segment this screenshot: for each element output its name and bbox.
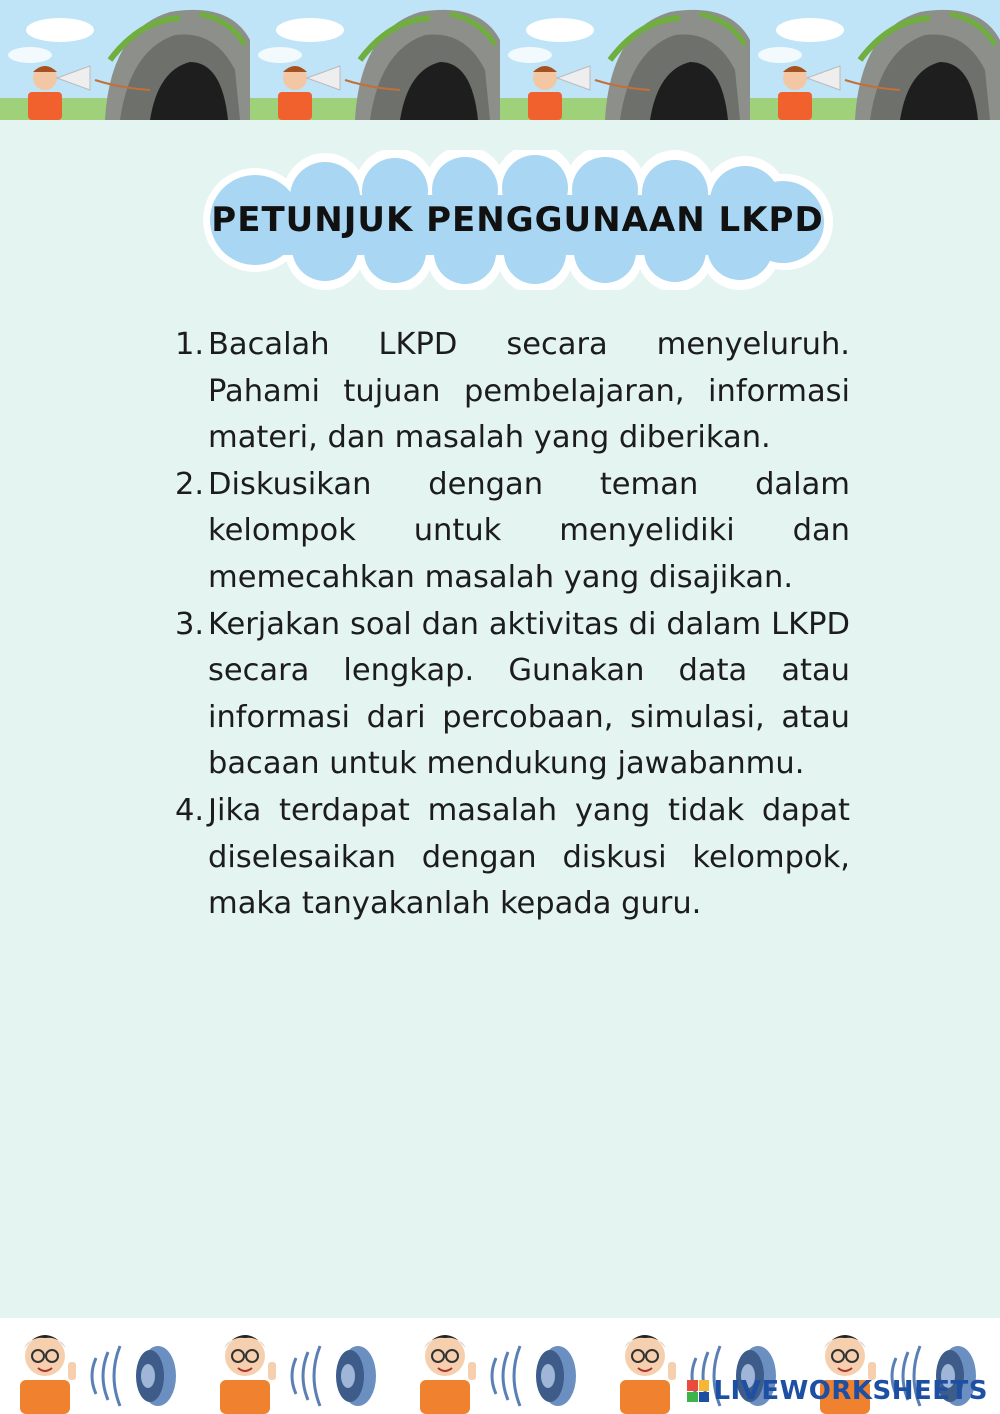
list-item [175,602,850,788]
list-item [175,788,850,928]
title-cloud [195,150,840,290]
list-text: Jika terdapat masalah yang tidak dapat diselesaikan dengan diskusi kelompok, maka tanyakanlah kepada guru. [208,792,850,922]
instruction-list [175,322,850,928]
list-number: 4. [175,792,205,828]
liveworksheets-logo-icon [687,1380,709,1402]
list-number: 1. [175,327,205,362]
cave-echo-illustration-2 [250,0,500,120]
cave-echo-illustration-4 [750,0,1000,120]
boy-speaker-illustration-2 [200,1318,400,1414]
list-text: Bacalah LKPD secara menyeluruh. Pahami tujuan pembelajaran, informasi materi, dan masalah yang diberikan. [208,327,850,456]
list-text: Diskusikan dengan teman dalam kelompok untuk menyelidiki dan memecahkan masalah yang disajikan. [208,466,850,595]
watermark [687,1376,988,1406]
top-banner [0,0,1000,120]
bottom-banner [0,1318,1000,1414]
page-title: PETUNJUK PENGGUNAAN LKPD [211,200,824,240]
watermark-text: LIVEWORKSHEETS [713,1376,988,1406]
boy-speaker-illustration-1 [0,1318,200,1414]
list-item [175,322,850,462]
list-item [175,462,850,602]
cave-echo-illustration-1 [0,0,250,120]
list-text: Kerjakan soal dan aktivitas di dalam LKPD secara lengkap. Gunakan data atau informasi dari percobaan, simulasi, atau bacaan untuk mendukung jawabanmu. [208,606,850,782]
list-number: 3. [175,606,205,642]
boy-speaker-illustration-3 [400,1318,600,1414]
list-number: 2. [175,466,205,502]
cave-echo-illustration-3 [500,0,750,120]
